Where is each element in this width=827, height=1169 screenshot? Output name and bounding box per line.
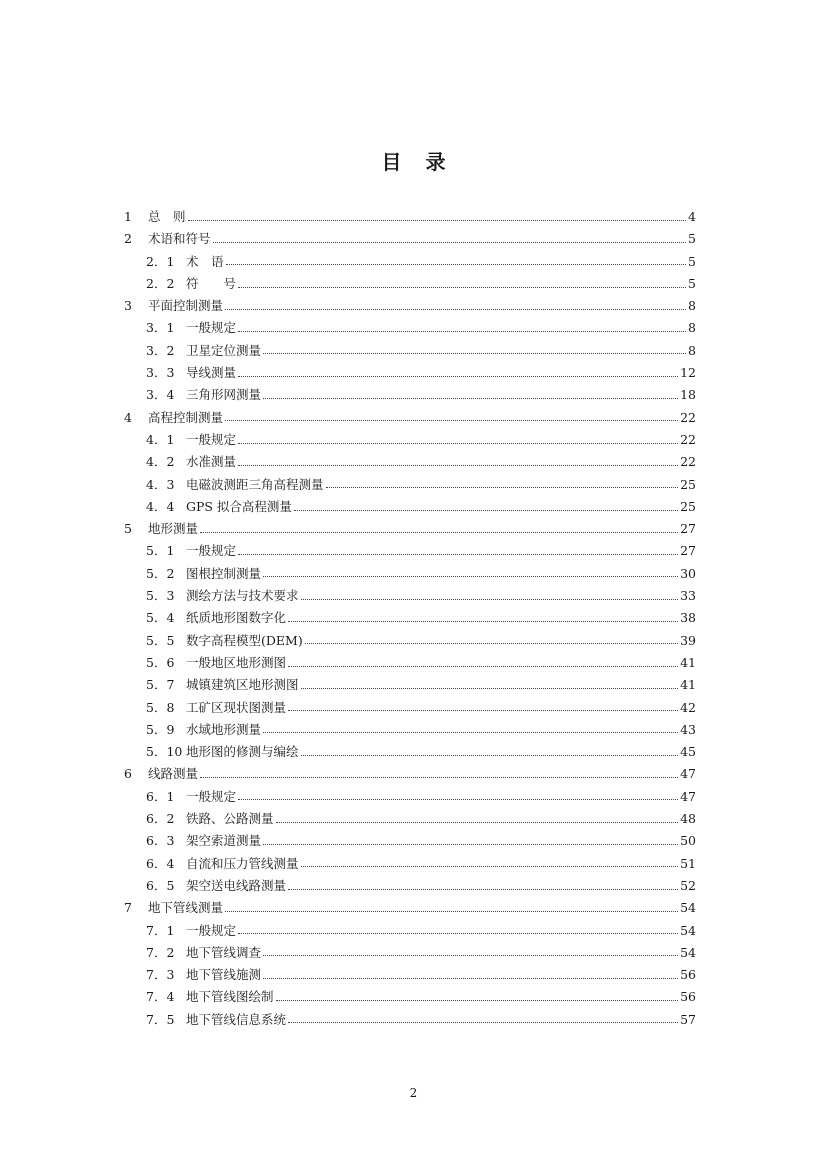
toc-entry-number: 6．2 — [146, 811, 175, 827]
toc-entry-page: 54 — [680, 922, 696, 938]
dot-leader — [288, 621, 678, 622]
toc-entry-page: 8 — [688, 320, 696, 336]
toc-entry-title: 一般规定 — [186, 788, 237, 804]
toc-entry-page: 57 — [680, 1011, 696, 1027]
page-title-text: 目 录 — [381, 150, 446, 174]
toc-entry[interactable] — [124, 875, 696, 897]
toc-entry-page: 5 — [688, 275, 696, 291]
toc-entry[interactable] — [124, 942, 696, 964]
toc-entry-number: 4．4 — [146, 498, 175, 514]
toc-entry-number: 5．8 — [146, 699, 175, 715]
toc-entry[interactable] — [124, 362, 696, 384]
toc-entry-title: 地下管线测量 — [148, 900, 224, 916]
toc-entry[interactable] — [124, 741, 696, 763]
toc-entry-page: 12 — [680, 365, 696, 381]
toc-entry[interactable] — [124, 251, 696, 273]
dot-leader — [288, 666, 678, 667]
toc-entry-number: 6．1 — [146, 788, 175, 804]
toc-entry-number: 7 — [124, 900, 132, 916]
dot-leader — [288, 710, 678, 711]
toc-entry[interactable] — [124, 206, 696, 228]
toc-entry-title: 测绘方法与技术要求 — [186, 588, 299, 604]
toc-entry-number: 7．2 — [146, 944, 175, 960]
toc-entry[interactable] — [124, 273, 696, 295]
toc-entry[interactable] — [124, 920, 696, 942]
toc-entry[interactable] — [124, 830, 696, 852]
toc-entry-page: 27 — [680, 521, 696, 537]
dot-leader — [301, 866, 679, 867]
toc-entry-page: 47 — [680, 788, 696, 804]
dot-leader — [276, 1000, 679, 1001]
dot-leader — [326, 487, 679, 488]
toc-entry-title: GPS 拟合高程测量 — [186, 498, 292, 514]
toc-entry-title: 架空索道测量 — [186, 833, 262, 849]
toc-entry-number: 3．2 — [146, 342, 175, 358]
toc-entry-number: 5．3 — [146, 588, 175, 604]
toc-entry-title: 地下管线图绘制 — [186, 989, 274, 1005]
toc-entry-page: 43 — [680, 721, 696, 737]
toc-entry-page: 48 — [680, 811, 696, 827]
dot-leader — [238, 287, 686, 288]
toc-entry-title: 地下管线信息系统 — [186, 1011, 287, 1027]
toc-entry-number: 7．3 — [146, 967, 175, 983]
toc-entry-page: 22 — [680, 454, 696, 470]
toc-entry-page: 39 — [680, 632, 696, 648]
toc-entry-number: 6．3 — [146, 833, 175, 849]
toc-entry-number: 2．1 — [146, 253, 175, 269]
toc-entry-title: 铁路、公路测量 — [186, 811, 274, 827]
dot-leader — [225, 420, 678, 421]
toc-entry-number: 4 — [124, 409, 132, 425]
toc-entry-title: 工矿区现状图测量 — [186, 699, 287, 715]
toc-entry-page: 47 — [680, 766, 696, 782]
toc-entry-page: 5 — [688, 253, 696, 269]
toc-entry-page: 25 — [680, 498, 696, 514]
toc-entry-number: 6．4 — [146, 855, 175, 871]
toc-entry[interactable] — [124, 986, 696, 1008]
page-number: 2 — [409, 1086, 418, 1100]
toc-entry-title: 三角形网测量 — [186, 387, 262, 403]
toc-entry[interactable] — [124, 317, 696, 339]
toc-entry-title: 术 语 — [186, 253, 224, 269]
toc-entry-page: 22 — [680, 409, 696, 425]
toc-entry-number: 2．2 — [146, 275, 175, 291]
toc-entry-page: 18 — [680, 387, 696, 403]
toc-entry-page: 56 — [680, 967, 696, 983]
toc-entry-page: 8 — [688, 298, 696, 314]
toc-entry[interactable] — [124, 384, 696, 406]
toc-entry-page: 25 — [680, 476, 696, 492]
toc-entry[interactable] — [124, 786, 696, 808]
dot-leader — [213, 242, 686, 243]
toc-entry[interactable] — [124, 407, 696, 429]
dot-leader — [226, 264, 686, 265]
dot-leader — [263, 844, 678, 845]
toc-entry-title: 自流和压力管线测量 — [186, 855, 299, 871]
toc-entry-title: 一般规定 — [186, 543, 237, 559]
toc-entry[interactable] — [124, 585, 696, 607]
dot-leader — [225, 309, 686, 310]
dot-leader — [238, 933, 678, 934]
toc-entry-title: 线路测量 — [148, 766, 199, 782]
toc-entry-number: 5．9 — [146, 721, 175, 737]
toc-entry-page: 38 — [680, 610, 696, 626]
dot-leader — [238, 376, 678, 377]
dot-leader — [188, 220, 686, 221]
toc-entry-page: 4 — [688, 209, 696, 224]
toc-entry-title: 地下管线调查 — [186, 944, 262, 960]
dot-leader — [263, 732, 678, 733]
toc-entry-title: 一般规定 — [186, 922, 237, 938]
dot-leader — [238, 799, 678, 800]
toc-entry[interactable] — [124, 630, 696, 652]
toc-entry-page: 56 — [680, 989, 696, 1005]
toc-entry-page: 42 — [680, 699, 696, 715]
dot-leader — [263, 353, 686, 354]
dot-leader — [305, 643, 678, 644]
toc-entry-title: 架空送电线路测量 — [186, 877, 287, 893]
toc-entry[interactable] — [124, 964, 696, 986]
dot-leader — [263, 398, 678, 399]
toc-entry-page: 41 — [680, 654, 696, 670]
toc-entry-page: 22 — [680, 431, 696, 447]
toc-entry-title: 总 则 — [148, 209, 186, 224]
toc-entry-number: 5．4 — [146, 610, 175, 626]
toc-entry[interactable] — [124, 429, 696, 451]
dot-leader — [301, 755, 679, 756]
toc-entry[interactable] — [124, 1009, 696, 1031]
toc-entry-number: 7．1 — [146, 922, 175, 938]
dot-leader — [238, 331, 686, 332]
toc-entry-page: 50 — [680, 833, 696, 849]
dot-leader — [200, 532, 678, 533]
toc-entry[interactable] — [124, 295, 696, 317]
toc-entry-title: 水准测量 — [186, 454, 237, 470]
toc-entry-page: 51 — [680, 855, 696, 871]
toc-entry-page: 41 — [680, 677, 696, 693]
toc-entry-page: 30 — [680, 565, 696, 581]
toc-entry-number: 1 — [124, 209, 132, 224]
toc-entry-title: 城镇建筑区地形测图 — [186, 677, 299, 693]
toc-entry[interactable] — [124, 451, 696, 473]
toc-entry-title: 地形图的修测与编绘 — [186, 744, 299, 760]
dot-leader — [276, 822, 679, 823]
toc-entry-page: 45 — [680, 744, 696, 760]
toc-entry-title: 术语和符号 — [148, 231, 211, 247]
toc-entry-number: 5．5 — [146, 632, 175, 648]
dot-leader — [294, 510, 678, 511]
dot-leader — [301, 599, 679, 600]
toc-entry[interactable] — [124, 652, 696, 674]
toc-entry-title: 卫星定位测量 — [186, 342, 262, 358]
toc-entry-number: 2 — [124, 231, 132, 247]
dot-leader — [288, 889, 678, 890]
toc-entry[interactable] — [124, 808, 696, 830]
table-of-contents — [124, 206, 696, 1031]
toc-entry-title: 电磁波测距三角高程测量 — [186, 476, 324, 492]
toc-entry-number: 5．1 — [146, 543, 175, 559]
toc-entry-title: 高程控制测量 — [148, 409, 224, 425]
toc-entry-number: 6．5 — [146, 877, 175, 893]
toc-entry-title: 水域地形测量 — [186, 721, 262, 737]
toc-entry-title: 纸质地形图数字化 — [186, 610, 287, 626]
toc-entry[interactable] — [124, 853, 696, 875]
toc-entry-title: 导线测量 — [186, 365, 237, 381]
toc-entry-page: 27 — [680, 543, 696, 559]
toc-entry-number: 3．1 — [146, 320, 175, 336]
toc-entry-title: 平面控制测量 — [148, 298, 224, 314]
toc-entry-number: 7．4 — [146, 989, 175, 1005]
toc-entry-title: 一般规定 — [186, 320, 237, 336]
toc-entry-page: 54 — [680, 944, 696, 960]
toc-entry-page: 54 — [680, 900, 696, 916]
toc-entry-title: 一般地区地形测图 — [186, 654, 287, 670]
toc-entry-number: 3．4 — [146, 387, 175, 403]
toc-entry-title: 图根控制测量 — [186, 565, 262, 581]
toc-entry-page: 5 — [688, 231, 696, 247]
toc-entry[interactable] — [124, 518, 696, 540]
toc-entry-number: 5．7 — [146, 677, 175, 693]
dot-leader — [238, 443, 678, 444]
page-title — [0, 146, 827, 175]
dot-leader — [263, 576, 678, 577]
toc-entry-number: 5．10 — [146, 744, 183, 760]
toc-entry-title: 数字高程模型(DEM) — [186, 632, 303, 648]
toc-entry-number: 7．5 — [146, 1011, 175, 1027]
toc-entry[interactable] — [124, 563, 696, 585]
toc-entry-title: 一般规定 — [186, 431, 237, 447]
toc-entry[interactable] — [124, 674, 696, 696]
dot-leader — [200, 777, 678, 778]
toc-entry[interactable] — [124, 496, 696, 518]
dot-leader — [263, 955, 678, 956]
toc-entry-title: 地下管线施测 — [186, 967, 262, 983]
dot-leader — [238, 465, 678, 466]
toc-entry[interactable] — [124, 474, 696, 496]
dot-leader — [301, 688, 679, 689]
toc-entry-number: 5．6 — [146, 654, 175, 670]
toc-entry[interactable] — [124, 340, 696, 362]
dot-leader — [263, 978, 678, 979]
toc-entry-title: 地形测量 — [148, 521, 199, 537]
toc-entry-number: 3 — [124, 298, 132, 314]
toc-entry-title: 符 号 — [186, 275, 237, 291]
toc-entry-number: 3．3 — [146, 365, 175, 381]
dot-leader — [225, 911, 678, 912]
toc-entry[interactable] — [124, 697, 696, 719]
toc-entry-page: 8 — [688, 342, 696, 358]
toc-entry[interactable] — [124, 719, 696, 741]
toc-entry[interactable] — [124, 540, 696, 562]
toc-entry[interactable] — [124, 228, 696, 250]
toc-entry-number: 5 — [124, 521, 132, 537]
toc-entry-number: 4．3 — [146, 476, 175, 492]
toc-entry[interactable] — [124, 763, 696, 785]
toc-entry[interactable] — [124, 607, 696, 629]
dot-leader — [238, 554, 678, 555]
toc-entry-page: 52 — [680, 877, 696, 893]
toc-entry[interactable] — [124, 897, 696, 919]
toc-entry-number: 6 — [124, 766, 132, 782]
toc-entry-page: 33 — [680, 588, 696, 604]
toc-entry-number: 5．2 — [146, 565, 175, 581]
toc-entry-number: 4．2 — [146, 454, 175, 470]
toc-entry-number: 4．1 — [146, 431, 175, 447]
dot-leader — [288, 1022, 678, 1023]
